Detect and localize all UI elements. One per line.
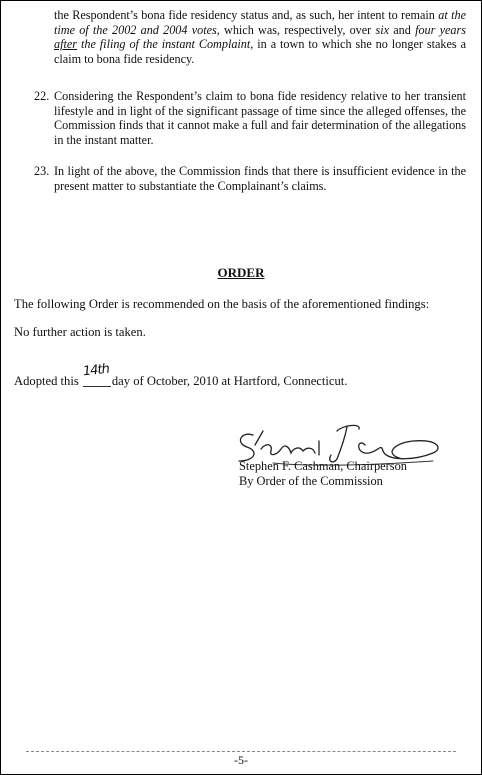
text-run-italic-underlined: after xyxy=(54,37,78,52)
paragraph-number: 23. xyxy=(34,164,50,178)
text-run-italic: at the time of the 2002 and 2004 votes xyxy=(54,8,466,37)
text-run: and xyxy=(389,22,416,37)
text-run: , which was, respectively, over xyxy=(216,22,376,37)
paragraph-text: In light of the above, the Commission finds that there is insufficient evidence in the present matter to substantiate the Complainant’s claims. xyxy=(54,164,466,193)
order-heading: ORDER xyxy=(217,265,265,280)
paragraph-22 xyxy=(34,89,466,147)
handwritten-day xyxy=(82,361,111,387)
footer-divider xyxy=(26,751,456,752)
paragraph-continuation xyxy=(54,8,466,66)
page-number: -5- xyxy=(234,753,248,767)
signature-block xyxy=(239,459,407,489)
signatory-name: Stephen F. Cashman, Chairperson xyxy=(239,459,407,473)
order-recommended-text: The following Order is recommended on the basis of the aforementioned findings: xyxy=(14,297,430,311)
text-run-italic: four years xyxy=(415,22,466,37)
signatory-authority: By Order of the Commission xyxy=(239,474,383,488)
text-run: in a town to which she no longer stakes a claim to bona fide residency. xyxy=(54,37,466,66)
order-no-further-action: No further action is taken. xyxy=(14,325,146,339)
text-run-italic: six xyxy=(375,22,390,37)
text-run-italic: the filing of the instant Complaint, xyxy=(80,37,254,52)
handwritten-day-text: 14th xyxy=(82,361,110,380)
paragraph-text: Considering the Respondent’s claim to bona fide residency relative to her transient lifestyle and in light of the significant passage of time since the alleged offenses, the Commission finds that it cannot make a full and fair determination of the allegations in the instant matter. xyxy=(54,89,466,147)
adopted-line xyxy=(14,361,348,389)
paragraph-number: 22. xyxy=(34,89,50,103)
paragraph-23 xyxy=(34,164,466,193)
adopted-suffix: day of October, 2010 at Hartford, Connecticut. xyxy=(111,374,348,388)
adopted-prefix: Adopted this xyxy=(14,374,82,388)
text-run: the Respondent’s bona fide residency status and, as such, her intent to remain xyxy=(54,8,439,22)
